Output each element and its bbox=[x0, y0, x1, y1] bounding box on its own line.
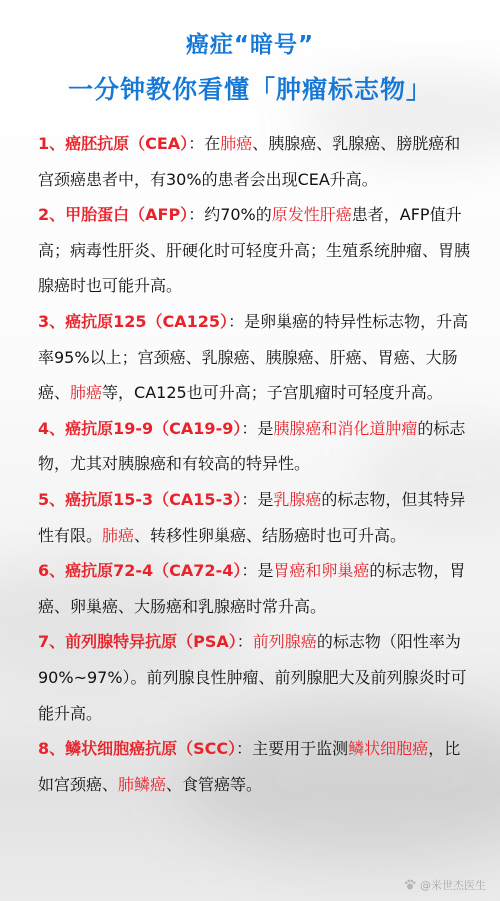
marker-item-2 bbox=[38, 197, 470, 304]
marker-item-7 bbox=[38, 624, 470, 731]
marker-item-8 bbox=[38, 731, 470, 802]
description-text: 的标志物，但其特异性有限。 bbox=[38, 489, 466, 545]
marker-item-3 bbox=[38, 304, 470, 411]
description-text: ：是 bbox=[241, 561, 274, 581]
marker-item-1 bbox=[38, 126, 470, 197]
title-line-2: 一分钟教你看懂「肿瘤标志物」 bbox=[67, 75, 432, 104]
title-line-1: 癌症“暗号” bbox=[185, 32, 315, 58]
highlight-text: 肺癌 bbox=[70, 383, 103, 403]
description-text: ：是 bbox=[241, 489, 274, 509]
marker-item-5 bbox=[38, 482, 470, 553]
description-text: 的标志物，胃癌、卵巢癌、大肠癌和乳腺癌时常升高。 bbox=[38, 561, 466, 616]
highlight-text: 原发性肝癌 bbox=[271, 205, 352, 225]
description-text: ：约70%的 bbox=[188, 205, 272, 225]
description-text: ：是卵巢癌的特异性标志物，升高率95%以上；宫颈癌、乳腺癌、胰腺癌、肝癌、胃癌、大肠癌、 bbox=[38, 311, 469, 403]
marker-list bbox=[38, 126, 470, 802]
highlight-text: 胰腺癌和消化道肿瘤 bbox=[273, 418, 418, 438]
marker-name: 3、癌抗原125（CA125） bbox=[38, 311, 229, 331]
description-text: 的标志物（阳性率为90%~97%）。前列腺良性肿瘤、前列腺肥大及前列腺炎时可能升高。 bbox=[38, 632, 467, 723]
marker-name: 1、癌胚抗原（CEA） bbox=[38, 134, 189, 153]
description-text: 、食管癌等。 bbox=[166, 774, 263, 794]
description-text: 、转移性卵巢癌、结肠癌时也可升高。 bbox=[134, 525, 407, 545]
highlight-text: 肺癌 bbox=[220, 134, 253, 153]
marker-name: 5、癌抗原15-3（CA15-3） bbox=[38, 489, 242, 509]
description-text: 患者，AFP值升高；病毒性肝炎、肝硬化时可轻度升高；生殖系统肿瘤、胃胰腺癌时也可能升高。 bbox=[38, 205, 471, 296]
description-text: ：在 bbox=[188, 134, 221, 153]
highlight-text: 肺癌 bbox=[102, 525, 135, 545]
description-text: ：是 bbox=[241, 418, 274, 438]
description-text: 的标志物，尤其对胰腺癌和有较高的特异性。 bbox=[38, 418, 466, 474]
description-text: ： bbox=[236, 632, 253, 652]
watermark-text: @米世杰医生 bbox=[420, 879, 486, 892]
highlight-text: 乳腺癌 bbox=[273, 489, 322, 509]
highlight-text: 鳞状细胞癌 bbox=[348, 739, 429, 759]
paw-icon bbox=[404, 879, 416, 891]
marker-name: 7、前列腺特异抗原（PSA） bbox=[38, 632, 237, 652]
highlight-text: 胃癌和卵巢癌 bbox=[273, 561, 370, 581]
watermark bbox=[404, 877, 486, 893]
marker-item-4 bbox=[38, 411, 470, 482]
marker-item-6 bbox=[38, 553, 470, 624]
marker-name: 2、甲胎蛋白（AFP） bbox=[38, 205, 189, 225]
description-text: 、胰腺癌、乳腺癌、膀胱癌和宫颈癌患者中，有30%的患者会出现CEA升高。 bbox=[38, 134, 461, 189]
marker-name: 8、鳞状细胞癌抗原（SCC） bbox=[38, 739, 237, 759]
highlight-text: 前列腺癌 bbox=[252, 632, 317, 652]
marker-name: 4、癌抗原19-9（CA19-9） bbox=[38, 418, 242, 438]
description-text: ，比如宫颈癌、 bbox=[38, 739, 461, 794]
highlight-text: 肺鳞癌 bbox=[118, 774, 167, 794]
description-text: ：主要用于监测 bbox=[236, 739, 349, 759]
marker-name: 6、癌抗原72-4（CA72-4） bbox=[38, 561, 242, 581]
description-text: 等，CA125也可升高；子宫肌瘤时可轻度升高。 bbox=[102, 383, 443, 403]
